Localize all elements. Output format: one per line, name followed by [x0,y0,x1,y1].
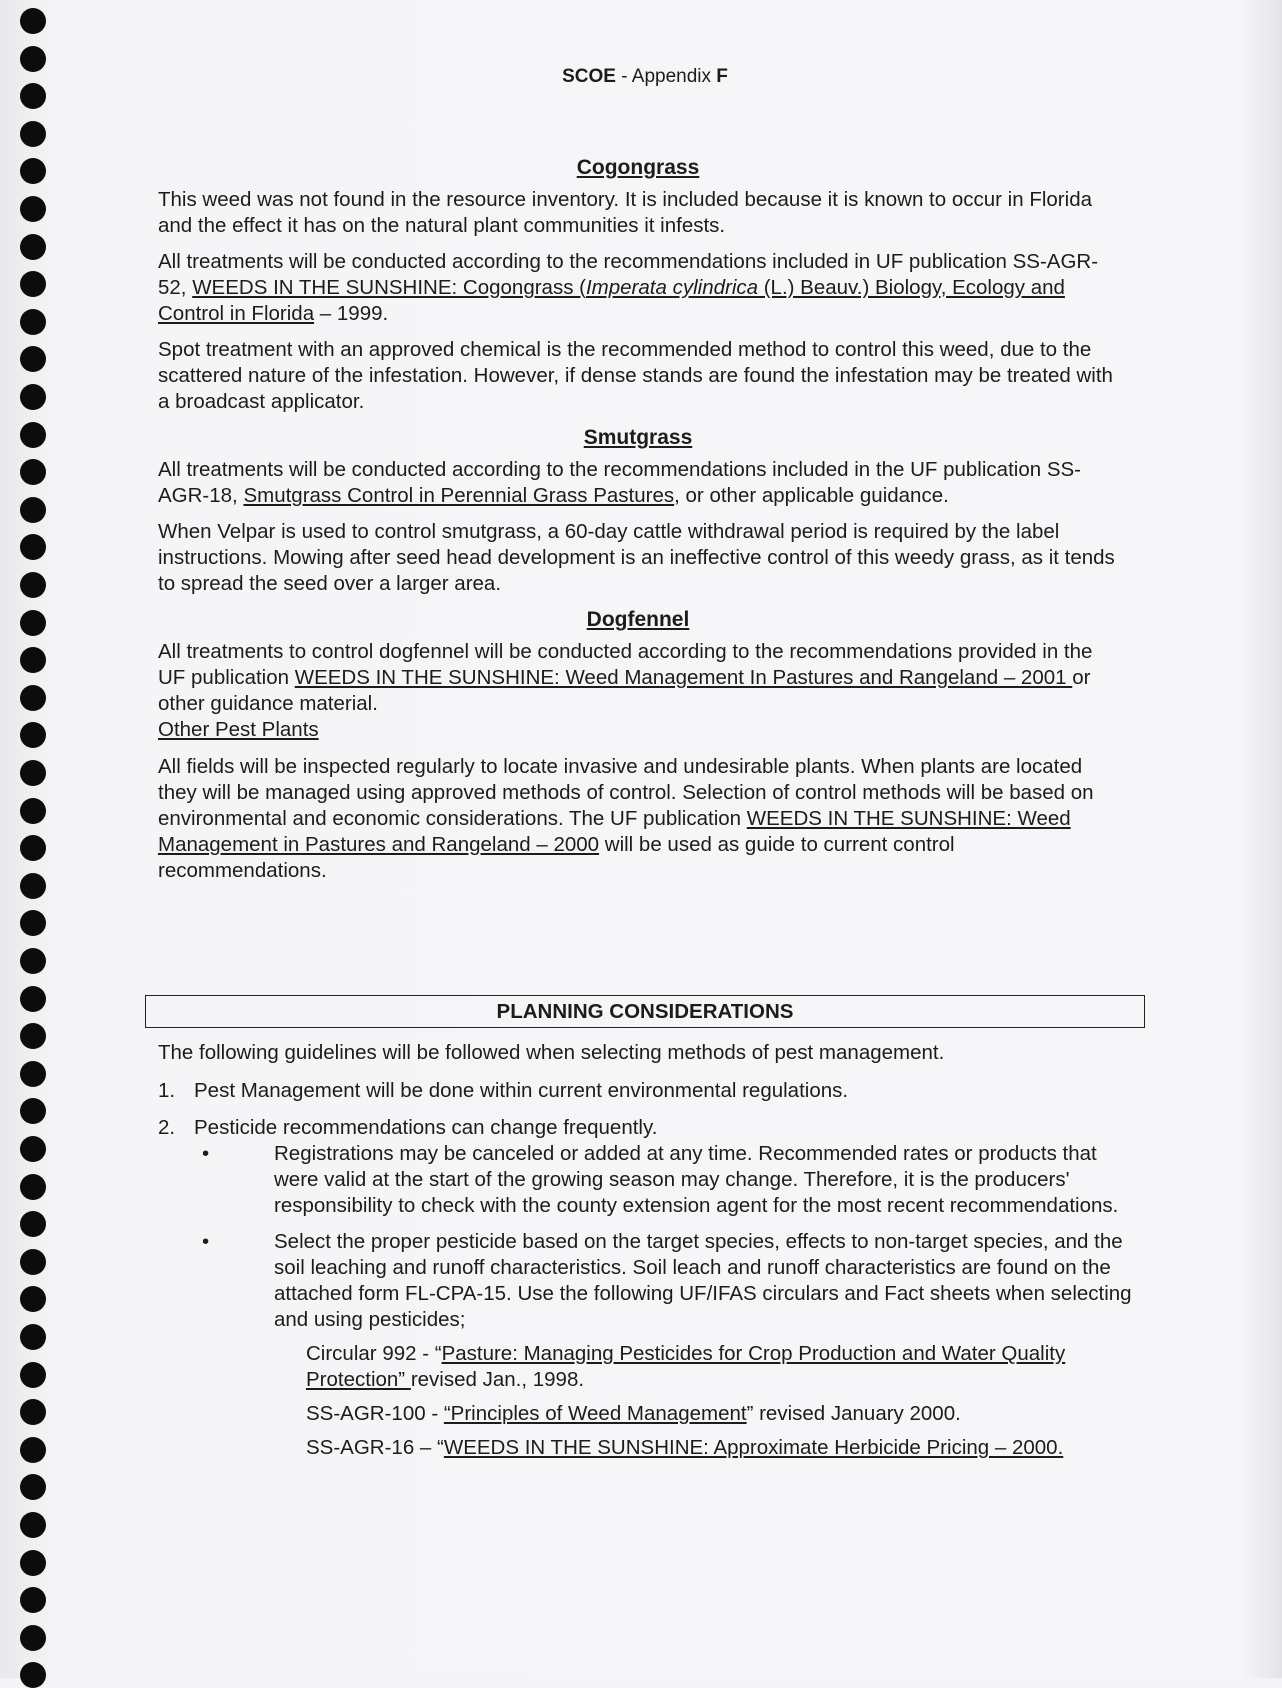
other-publication-link[interactable]: WEEDS IN THE SUNSHINE: Weed Management in Pastures and Rangeland – 2000 [158,807,1071,856]
smutgrass-paragraph-1 [158,457,1118,509]
bullet-item-1 [158,1141,1138,1219]
dogfennel-p1-text: All treatments to control dogfennel will be conducted according to the recommendations provided in the UF publication [158,640,1093,689]
planning-considerations-heading: PLANNING CONSIDERATIONS [145,995,1145,1028]
cogongrass-paragraph-2 [158,249,1118,327]
binding-hole [20,1098,46,1124]
other-p1-tail: will be used as guide to current control recommendations. [158,833,955,882]
smutgrass-p1-text: All treatments will be conducted according to the recommendations included in the UF publication SS-AGR-18, [158,458,1081,507]
bullet-dot: • [202,1142,210,1165]
dogfennel-paragraph-1 [158,639,1118,717]
binding-hole [20,722,46,748]
binding-hole [20,1550,46,1576]
numbered-item-2 [158,1115,1138,1141]
binding-hole [20,1437,46,1463]
binding-hole [20,1324,46,1350]
item-2-text: Pesticide recommendations can change frequently. [194,1116,658,1139]
binding-hole [20,910,46,936]
binding-hole [20,309,46,335]
bullet-dot: • [202,1230,210,1253]
binding-hole [20,1211,46,1237]
binding-hole [20,572,46,598]
binding-hole [20,1174,46,1200]
bullet-2-text: Select the proper pesticide based on the target species, effects to non-target species, and the soil leaching and runoff characteristics. Soil leach and runoff characteristics are found on the attached form FL-CPA-15. Use the following UF/IFAS circulars and Fact sheets when selecting and using pesticides; [274,1230,1132,1331]
dogfennel-publication-link[interactable]: WEEDS IN THE SUNSHINE: Weed Management In Pastures and Rangeland – 2001 [294,666,1073,689]
binding-hole [20,1061,46,1087]
item-2-number: 2. [158,1116,176,1139]
binding-hole [20,760,46,786]
binding-hole [20,497,46,523]
page-header [0,66,1282,88]
ref-2-prefix: SS-AGR-100 - [306,1402,444,1425]
cogongrass-paragraph-1: This weed was not found in the resource inventory. It is included because it is known to occur in Florida and the effect it has on the natural plant communities it infests. [158,188,1092,237]
binding-hole [20,8,46,34]
item-1-number: 1. [158,1079,176,1102]
smutgrass-publication-link[interactable]: Smutgrass Control in Perennial Grass Pastures [243,484,675,507]
ref-2-suffix: ” revised January 2000. [746,1402,961,1425]
item-1-text: Pest Management will be done within current environmental regulations. [194,1079,849,1102]
cogongrass-link-part-a: WEEDS IN THE SUNSHINE: Cogongrass ( [192,276,586,299]
binding-hole [20,1587,46,1613]
binding-hole [20,422,46,448]
binding-hole [20,1286,46,1312]
numbered-item-1 [158,1078,1138,1104]
binding-hole [20,1023,46,1049]
planning-intro: The following guidelines will be followed when selecting methods of pest management. [158,1041,945,1064]
cogongrass-heading: Cogongrass [576,156,700,179]
binding-hole [20,873,46,899]
binding-hole [20,271,46,297]
binding-hole [20,1136,46,1162]
ref-1-prefix: Circular 992 - “ [306,1342,442,1365]
binding-hole [20,234,46,260]
binding-hole [20,986,46,1012]
ref-1-link[interactable]: Pasture: Managing Pesticides for Crop Production and Water Quality Protection” [306,1342,1066,1391]
header-letter: F [716,66,728,87]
cogongrass-p2-year: – 1999. [314,302,389,325]
spiral-binding [16,0,50,1678]
binding-hole [20,835,46,861]
planning-body [158,1040,1138,1469]
other-p1-text: All fields will be inspected regularly to locate invasive and undesirable plants. When plants are located they will be managed using approved methods of control. Selection of control methods will be based on environmental and economic considerations. The UF publication [158,755,1094,830]
binding-hole [20,1662,46,1688]
header-label: Appendix [631,66,712,87]
binding-hole [20,384,46,410]
dogfennel-heading: Dogfennel [586,608,690,631]
header-prefix: SCOE [562,66,616,87]
cogongrass-link-part-b: (L.) Beauv.) Biology, Ecology and Control in Florida [158,276,1065,325]
document-body [158,155,1118,894]
binding-hole [20,1512,46,1538]
binding-hole [20,346,46,372]
binding-hole [20,1625,46,1651]
reference-ss-agr-100 [306,1401,1106,1427]
binding-hole [20,1362,46,1388]
dogfennel-p1-tail: or other guidance material. [158,666,1091,715]
cogongrass-p2-text: All treatments will be conducted according to the recommendations included in UF publication SS-AGR-52, [158,250,1099,299]
bullet-1-text: Registrations may be canceled or added at any time. Recommended rates or products that were valid at the start of the growing season may change. Therefore, it is the producers' responsibility to check with the county extension agent for the most recent recommendations. [274,1142,1119,1217]
cogongrass-publication-link[interactable] [158,276,1065,325]
binding-hole [20,1399,46,1425]
ref-1-suffix: revised Jan., 1998. [410,1368,585,1391]
binding-hole [20,1474,46,1500]
binding-hole [20,534,46,560]
binding-hole [20,121,46,147]
binding-hole [20,158,46,184]
cogongrass-paragraph-3: Spot treatment with an approved chemical is the recommended method to control this weed, due to the scattered nature of the infestation. However, if dense stands are found the infestation may be treated with a broadcast applicator. [158,338,1113,413]
binding-hole [20,798,46,824]
smutgrass-heading: Smutgrass [583,426,693,449]
reference-circular-992 [306,1341,1106,1393]
species-name-italic: Imperata cylindrica [585,276,759,299]
header-separator: - [615,66,632,87]
ref-2-link[interactable]: “Principles of Weed Management [443,1402,747,1425]
reference-ss-agr-16 [306,1435,1106,1461]
ref-3-prefix: SS-AGR-16 – “ [306,1436,444,1459]
binding-hole [20,196,46,222]
smutgrass-p1-tail: , or other applicable guidance. [674,484,949,507]
binding-hole [20,685,46,711]
other-pest-plants-paragraph [158,754,1118,884]
smutgrass-paragraph-2: When Velpar is used to control smutgrass, a 60-day cattle withdrawal period is required by the label instructions. Mowing after seed head development is an ineffective control of this weedy grass, as it tends to spread the seed over a larger area. [158,520,1115,595]
binding-hole [20,610,46,636]
binding-hole [20,1249,46,1275]
binding-hole [20,459,46,485]
other-pest-plants-heading: Other Pest Plants [158,718,319,741]
binding-hole [20,948,46,974]
bullet-item-2 [158,1229,1138,1333]
binding-hole [20,647,46,673]
ref-3-link[interactable]: WEEDS IN THE SUNSHINE: Approximate Herbicide Pricing – 2000. [443,1436,1064,1459]
